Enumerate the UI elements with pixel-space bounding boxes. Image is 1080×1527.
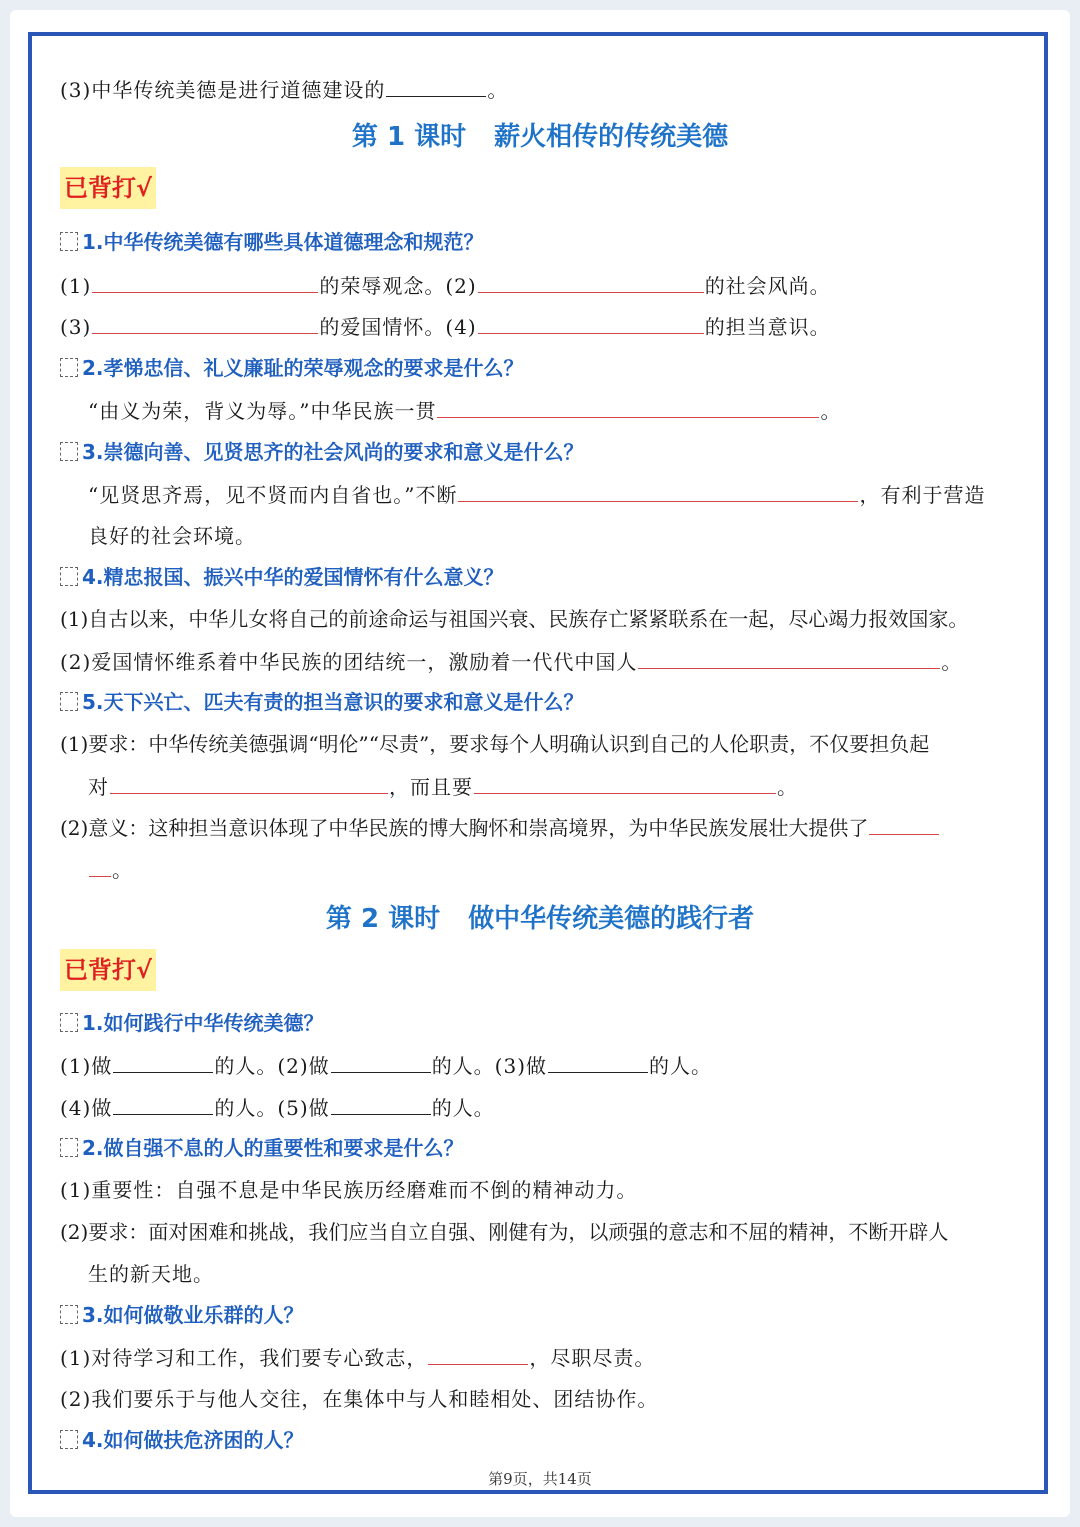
answer-line: (1) 的荣辱观念。(2) 的社会风尚。 [60, 270, 831, 301]
fill-blank[interactable] [437, 395, 819, 418]
answer-line: “见贤思齐焉，见不贤而内自省也。”不断 ，有利于营造 [88, 479, 985, 510]
question-title: 1.中华传统美德有哪些具体道德理念和规范？ [60, 227, 484, 257]
checkbox[interactable] [60, 1138, 78, 1157]
answer-line: (3) 的爱国情怀。(4) 的担当意识。 [60, 311, 831, 342]
checkbox[interactable] [60, 1430, 78, 1449]
checkbox[interactable] [60, 232, 78, 251]
question-title: 2.做自强不息的人的重要性和要求是什么？ [60, 1133, 464, 1163]
fill-blank[interactable] [110, 771, 388, 794]
fill-blank[interactable] [113, 1092, 213, 1115]
fill-blank[interactable] [92, 270, 318, 293]
checkbox[interactable] [60, 567, 78, 586]
answer-line: (2)要求：面对困难和挑战，我们应当自立自强、刚健有为，以顽强的意志和不屈的精神，不断开辟人 [60, 1220, 949, 1244]
checkbox[interactable] [60, 358, 78, 377]
fill-blank[interactable] [428, 1342, 528, 1365]
top-item-3: (3)中华传统美德是进行道德建设的 。 [60, 74, 508, 105]
fill-blank[interactable] [478, 270, 704, 293]
checkbox[interactable] [60, 1305, 78, 1324]
answer-line: “由义为荣，背义为辱。”中华民族一贯 。 [88, 395, 841, 426]
answer-line: 生的新天地。 [88, 1262, 214, 1286]
fill-blank[interactable] [92, 311, 318, 334]
fill-blank[interactable] [458, 479, 858, 502]
question-title: 4.精忠报国、振兴中华的爱国情怀有什么意义？ [60, 562, 504, 592]
fill-blank[interactable] [113, 1050, 213, 1073]
question-title: 2.孝悌忠信、礼义廉耻的荣辱观念的要求是什么？ [60, 353, 524, 383]
question-title: 1.如何践行中华传统美德？ [60, 1008, 324, 1038]
fill-blank[interactable] [638, 646, 940, 669]
answer-line: (2)我们要乐于与他人交往，在集体中与人和睦相处、团结协作。 [60, 1387, 659, 1411]
fill-blank[interactable] [331, 1092, 431, 1115]
answer-line: 。 [88, 854, 133, 885]
memorized-badge: 已背打√ [60, 167, 156, 209]
lesson2-title: 第 2 课时 做中华传统美德的践行者 [325, 904, 755, 934]
fill-blank[interactable] [478, 311, 704, 334]
answer-line: 对 ，而且要 。 [88, 771, 798, 802]
question-title: 3.崇德向善、见贤思齐的社会风尚的要求和意义是什么？ [60, 437, 584, 467]
page-footer: 第9页，共14页 [488, 1470, 592, 1488]
answer-line: (2)爱国情怀维系着中华民族的团结统一，激励着一代代中国人 。 [60, 646, 962, 677]
checkbox[interactable] [60, 1013, 78, 1032]
fill-blank[interactable] [89, 854, 111, 877]
checkbox[interactable] [60, 692, 78, 711]
question-title: 4.如何做扶危济困的人？ [60, 1425, 304, 1455]
lesson1-title: 第 1 课时 薪火相传的传统美德 [351, 122, 729, 152]
question-title: 3.如何做敬业乐群的人？ [60, 1300, 304, 1330]
fill-blank[interactable] [869, 812, 939, 835]
answer-line: 良好的社会环境。 [88, 524, 256, 548]
memorized-badge: 已背打√ [60, 949, 156, 991]
answer-line: (1)要求：中华传统美德强调“明伦”“尽责”，要求每个人明确认识到自己的人伦职责，不仅要担负起 [60, 732, 930, 756]
fill-blank[interactable] [386, 74, 486, 97]
answer-line: (1)对待学习和工作，我们要专心致志， ，尽职尽责。 [60, 1342, 655, 1373]
top-item-3-text: (3)中华传统美德是进行道德建设的 [60, 78, 386, 102]
question-title: 5.天下兴亡、匹夫有责的担当意识的要求和意义是什么？ [60, 687, 584, 717]
answer-line: (4)做 的人。(5)做 的人。 [60, 1092, 495, 1123]
fill-blank[interactable] [474, 771, 776, 794]
fill-blank[interactable] [331, 1050, 431, 1073]
answer-line: (1)做 的人。(2)做 的人。(3)做 的人。 [60, 1050, 712, 1081]
answer-line: (1)重要性：自强不息是中华民族历经磨难而不倒的精神动力。 [60, 1178, 638, 1202]
answer-line: (1)自古以来，中华儿女将自己的前途命运与祖国兴衰、民族存亡紧紧联系在一起，尽心竭力报效国家。 [60, 607, 969, 631]
answer-line: (2)意义：这种担当意识体现了中华民族的博大胸怀和崇高境界，为中华民族发展壮大提供了 [60, 812, 940, 843]
checkbox[interactable] [60, 442, 78, 461]
fill-blank[interactable] [548, 1050, 648, 1073]
